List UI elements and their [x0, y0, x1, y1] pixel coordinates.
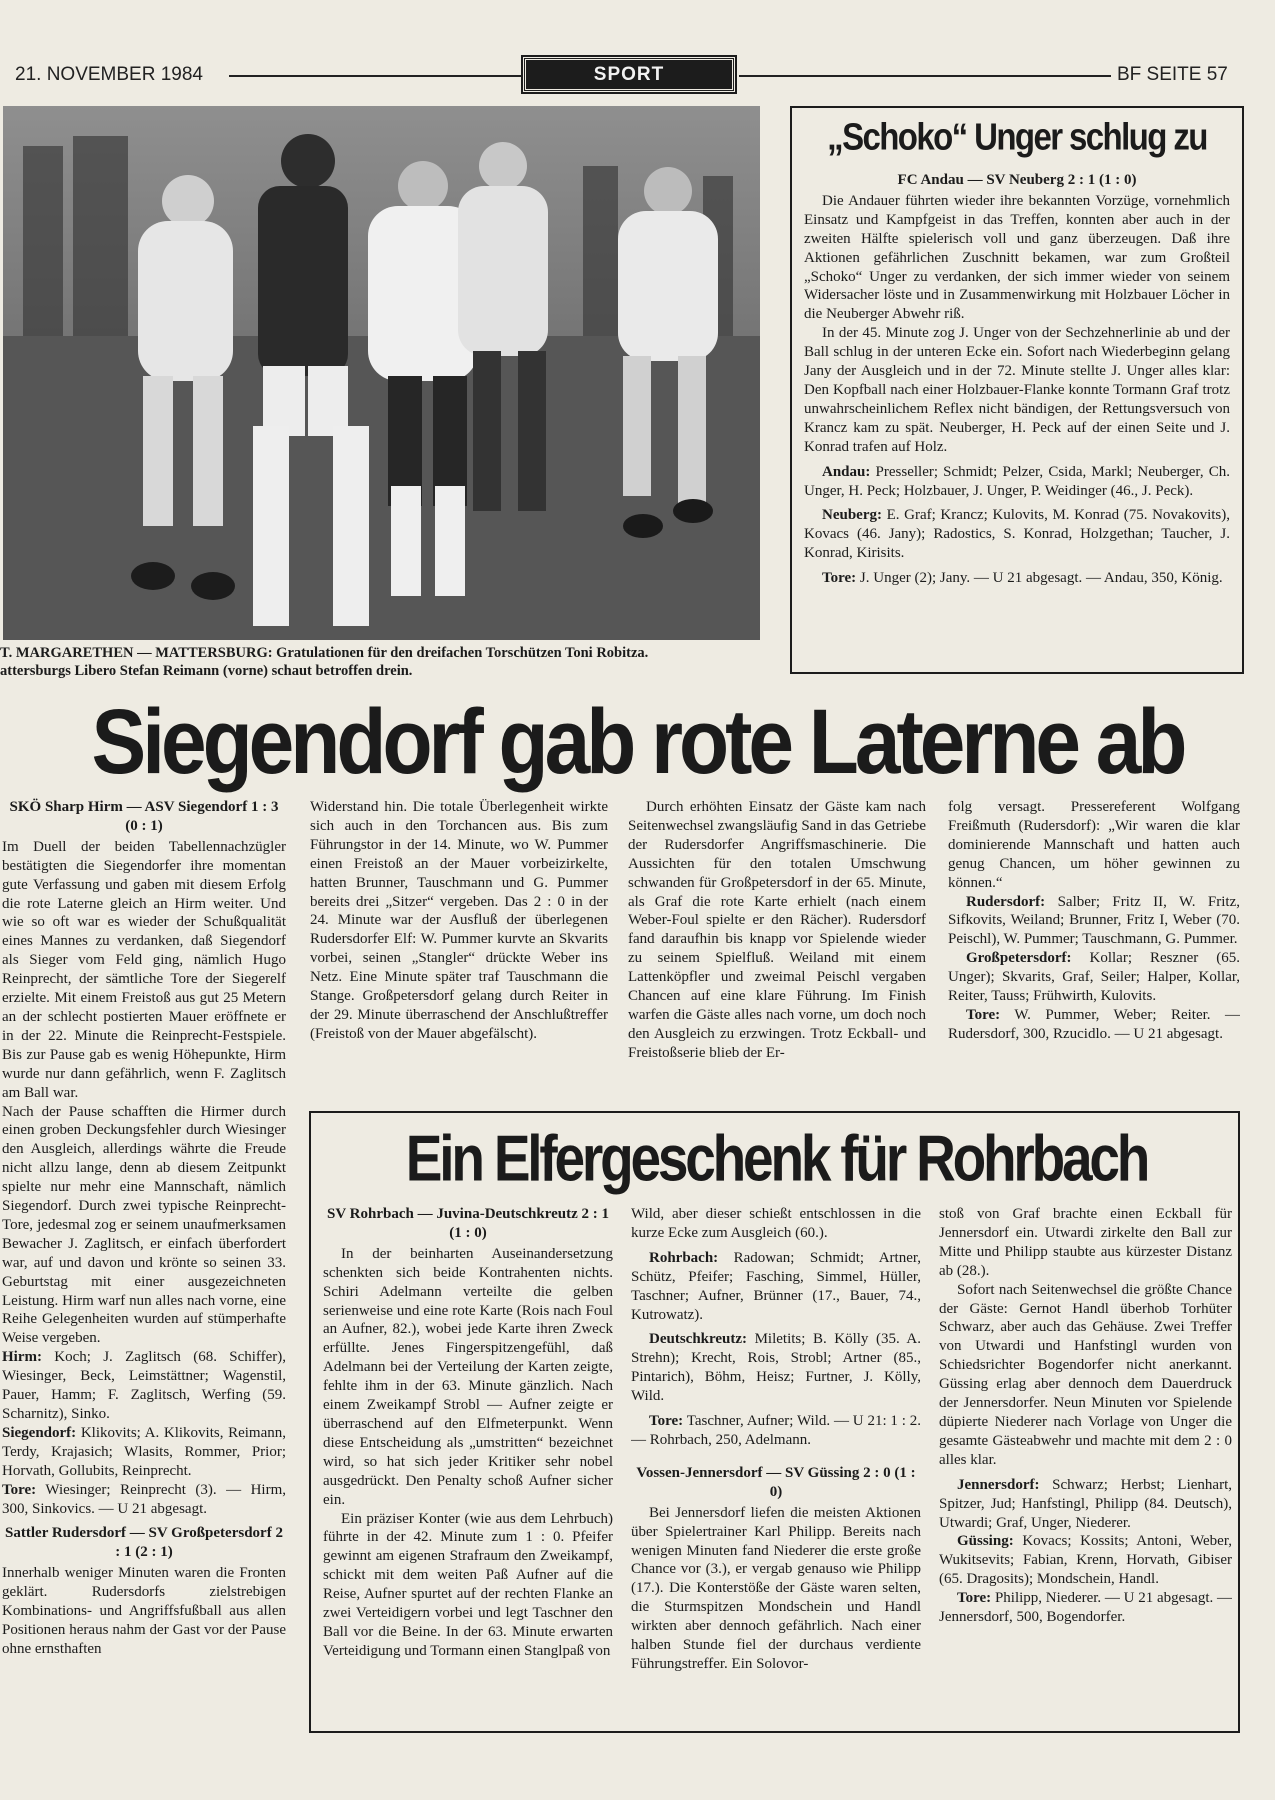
lineup: [804, 463, 1230, 501]
article-rohrbach: [309, 1111, 1240, 1733]
goals-text: Taschner, Aufner; Wild. — U 21: 1 : 2. — Rohrbach, 250, Adelmann.: [631, 1413, 921, 1448]
lineup-players: Kollar; Reszner (65. Unger); Skvarits, Graf, Seiler; Halper, Kollar, Reiter, Tauss; Frühwirth, Kulovits.: [948, 950, 1240, 1005]
goals: [804, 569, 1230, 588]
goals-text: Wiesinger; Reinprecht (3). — Hirm, 300, Sinkovics. — U 21 abgesagt.: [2, 1481, 286, 1517]
article-paragraph: Nach der Pause schafften die Hirmer durch einen groben Deckungsfehler durch Wiesinger den Ausgleich, allerdings währte die Freude nicht allzu lange, denn ab diesem Zeitpunkt spielte nur mehr eine Mannschaft, nämlich Siegendorf. Durch zwei typische Reinprecht-Tore, jedesmal zog er seinem unaufmerksamen Bewacher J. Zaglitsch, er einfach überfordert war, auf und davon und krönte so seinen 33. Geburtstag mit einer ausgezeichneten Leistung. Hirm warf nun alles nach vorne, eine Reihe Gelegenheiten wurden auf stümperhafte Weise vergeben.: [2, 1103, 286, 1347]
article-paragraph: Die Andauer führten wieder ihre bekannten Vorzüge, vornehmlich Einsatz und Kampfgeist in das Treffen, konnten aber auch in der zweiten Hälfte spielerisch voll und ganz überzeugen. Daß ihre Aktionen gefährlichen Zuschnitt bekamen, war zum Großteil „Schoko“ Unger zu verdanken, der sich immer wieder von seinem Widersacher löste und in Zusammenwirkung mit Holzbauer Löcher in die Neuberger Abwehr riß.: [804, 192, 1230, 323]
article-paragraph: Ein präziser Konter (wie aus dem Lehrbuch) führte in der 42. Minute zum 1 : 0. Pfeifer gewinnt am eigenen Strafraum den Zweikampf, schickt mit dem weiten Paß Aufner auf die Reise, Aufner spurtet auf der rechten Flanke an zwei Verteidigern vorbei und legt Taschner den Ball vor die Beine. In der 63. Minute erwarten Verteidigung und Tormann einen Stanglpaß von: [323, 1510, 613, 1659]
article-paragraph: In der 45. Minute zog J. Unger von der Sechzehnerlinie ab und der Ball schlug in der unteren Ecke ein. Sofort nach Wiederbeginn gelang Jany der Ausgleich und in der 72. Minute stellte J. Unger alles klar: Den Kopfball nach einer Holzbauer-Flanke konnte Tormann Graf trotz unwahrscheinlichem Reflex nicht bändigen, der Rettungsversuch von Krancz kam zu spät. Neuberger, H. Peck auf der einen Seite und J. Konrad trafen auf Holz.: [804, 325, 1230, 455]
lineup: [939, 1476, 1232, 1533]
lineup: [804, 506, 1230, 563]
lineup: [939, 1532, 1232, 1589]
article-andau-headline: „Schoko“ Unger schlug zu: [827, 115, 1207, 158]
lineup-players: Presseller; Schmidt; Pelzer, Csida, Markl; Neuberger, Ch. Unger, H. Peck; Holzbauer, J. Unger, P. Weidinger (46., J. Peck).: [804, 463, 1231, 499]
goals: [948, 1006, 1240, 1044]
article-andau: [790, 106, 1244, 674]
goals-label: Tore:: [2, 1481, 37, 1498]
goals-label: Tore:: [822, 570, 857, 587]
photo-caption-line-1: T. MARGARETHEN — MATTERSBURG: Gratulationen für den dreifachen Torschützen Toni Robitza.: [0, 645, 649, 661]
lineup-players: Koch; J. Zaglitsch (68. Schiffer), Wiesinger, Beck, Leimstättner; Wagenstil, Pauer, Hamm; F. Zaglitsch, Werfing (59. Scharnitz), Sinko.: [2, 1349, 286, 1422]
article-paragraph: Durch erhöhten Einsatz der Gäste kam nach Seitenwechsel zwangsläufig Sand in das Getriebe der Rudersdorfer Angriffsmaschinerie. Die Aussichten für den totalen Umschwung schwanden für Großpetersdorf in der 65. Minute, als Graf die rote Karte erhielt (nach einem Weber-Foul spielte er den Rächer). Rudersdorf fand daraufhin bis knapp vor Spielende wieder zu seinem Spielfluß. Weiland mit einem Lattenköpfler und zweimal Peischl vergaben Chancen auf eine klare Führung. Im Finish warfen die Gäste alles nach vorne, um doch noch den Ausgleich zu erzwingen. Trotz Eckball- und Freistoßserie blieb der Er-: [628, 799, 926, 1061]
match-result: Vossen-Jennersdorf — SV Güssing 2 : 0 (1 : 0): [636, 1464, 916, 1500]
goals-text: W. Pummer, Weber; Reiter. — Rudersdorf, 300, Rzucidlo. — U 21 abgesagt.: [948, 1006, 1240, 1042]
match-result: SV Rohrbach — Juvina-Deutschkreutz 2 : 1 (1 : 0): [327, 1206, 609, 1241]
article-column: [2, 798, 286, 1793]
lineup-players: Miletits; B. Kölly (35. A. Strehn); Krecht, Rois, Strobl; Artner (85., Pintarich), Böhm, Heisz; Furtner, J. Kölly, Wild.: [631, 1331, 921, 1405]
goals: [2, 1481, 286, 1519]
article-column: [631, 1205, 921, 1727]
article-rohrbach-headline: Ein Elfergeschenk für Rohrbach: [405, 1121, 1148, 1195]
lineup-team: Großpetersdorf:: [966, 950, 1072, 967]
article-paragraph: In der beinharten Auseinandersetzung schenkten sich beide Kontrahenten nichts. Schiri Adelmann verteilte die gelben serienweise und eine rote Karte (Rois nach Foul an Aufner, 82.), wobei jede Karte ihren Zweck erfüllte. Jenes Fingerspitzengefühl, daß Adelmann bei der Verteilung der Karten zeigte, fehlte ihm in der 63. Minute gänzlich. Nach einem Zweikampf Strobl — Aufner zeigte er überraschend auf den Elfmeterpunkt. Wenn diese Entscheidung als „umstritten“ bezeichnet wird, so hat sich jeder Kritiker sehr nobel ausgedrückt. Den Penalty schoß Aufner sicher ein.: [323, 1245, 613, 1508]
lineup-players: Salber; Fritz II, W. Fritz, Sifkovits, Weiland; Brunner, Fritz I, Weber (70. Peischl), W. Pummer; Tauschmann, G. Pummer.: [948, 893, 1240, 948]
lineup: [948, 893, 1240, 950]
lineup-team: Güssing:: [957, 1533, 1014, 1550]
article-column: [323, 1205, 613, 1727]
goals-text: Philipp, Niederer. — U 21 abgesagt. — Jennersdorf, 500, Bogendorfer.: [939, 1590, 1232, 1626]
match-result: Sattler Rudersdorf — SV Großpetersdorf 2 : 1 (2 : 1): [5, 1525, 283, 1561]
goals-label: Tore:: [966, 1006, 1001, 1023]
goals: [939, 1589, 1232, 1627]
article-column: [628, 798, 926, 1098]
lineup-team: Deutschkreutz:: [649, 1331, 748, 1348]
article-column: [939, 1205, 1232, 1727]
lineup: [631, 1249, 921, 1325]
article-paragraph: Sofort nach Seitenwechsel die größte Chance der Gäste: Gernot Handl überhob Torhüter Schwarz, aber auch das Gehäuse. Zwei Treffer von Utwardi und Hanfstingl wurden von Schiedsrichter Bogendorfer nicht anerkannt. Güssing erlag aber dennoch dem Dauerdruck der Jennersdorfer. Neun Minuten vor Spielende düpierte Niederer nach Vorlage von Unger die gesamte Gästeabwehr und machte mit dem 2 : 0 alles klar.: [939, 1281, 1232, 1468]
article-paragraph: Bei Jennersdorf liefen die meisten Aktionen über Spielertrainer Karl Philipp. Bereits nach wenigen Minuten fand Niederer die erste große Chance vor (3.), er vergab genauso wie Philipp (17.). Die Konterstöße der Gäste waren selten, die Sturmspitzen Mondschein und Handl wirkten aber dennoch gefährlich. Nach einer halben Stunde fiel der durchaus verdiente Führungstreffer. Ein Solovor-: [631, 1504, 921, 1672]
lineup-players: Klikovits; A. Klikovits, Reimann, Terdy, Krajasich; Wlasits, Rommer, Prior; Horvath, Gollubits, Reinprecht.: [2, 1424, 286, 1479]
match-photo: [3, 106, 760, 640]
lineup: [631, 1330, 921, 1406]
lineup: [2, 1424, 286, 1481]
lineup-players: Radowan; Schmidt; Artner, Schütz, Pfeifer; Fasching, Simmel, Hüller, Taschner; Aufner, Brünner (17., Bauer, 74., Kutrowatz).: [631, 1249, 921, 1323]
article-paragraph: Im Duell der beiden Tabellennachzügler bestätigten die Siegendorfer ihre momentan gute Verfassung und gaben mit diesem Erfolg die rote Laterne gleich an Hirm weiter. Und wie so oft war es wieder der Schußqualität eines Mannes zu verdanken, daß Siegendorf als Sieger vom Feld ging, nämlich Hugo Reinprecht, der sämtliche Tore der Siegerelf erzielte. Mit einem Freistoß aus gut 25 Metern an der schlecht postierten Mauer eröffnete er in der 22. Minute die Reinprecht-Festspiele. Bis zur Pause gab es wenig Höhepunkte, Hirm wurde nur dann gefährlich, wenn F. Zaglitsch am Ball war.: [2, 838, 286, 1101]
article-paragraph: Widerstand hin. Die totale Überlegenheit wirkte sich auch in den Torchancen aus. Bis zum Führungstor in der 14. Minute, wo W. Pummer einen Freistoß an der Mauer vorbeizirkelte, hatten Brunner, Tauschmann und G. Pummer bereits drei „Sitzer“ vergeben. Das 2 : 0 in der 24. Minute war der Ausfluß der überlegenen Rudersdorfer Elf: W. Pummer kurvte an Skvarits vorbei, seinen „Stangler“ drückte Weber ins Netz. Eine Minute später traf Tauschmann die Stange. Großpetersdorf gelang durch Reiter in der 29. Minute überraschend der Anschlußtreffer (Freistoß von der Mauer abgefälscht).: [310, 799, 608, 1042]
lineup-team: Neuberg:: [822, 507, 882, 524]
goals-text: J. Unger (2); Jany. — U 21 abgesagt. — Andau, 350, König.: [859, 570, 1223, 587]
header-rule-right: [739, 75, 1111, 77]
match-result: FC Andau — SV Neuberg 2 : 1 (1 : 0): [897, 172, 1137, 188]
lineup-players: Kovacs; Kossits; Antoni, Weber, Wukitsevits; Fabian, Krenn, Horvath, Gibiser (65. Dragosits); Mondschein, Handl.: [939, 1533, 1232, 1588]
lineup-players: Schwarz; Herbst; Lienhart, Spitzer, Jud; Hanfstingl, Philipp (84. Deutsch), Utwardi; Graf, Unger, Niederer.: [939, 1476, 1232, 1531]
goals: [631, 1412, 921, 1450]
lineup: [2, 1348, 286, 1424]
match-result: SKÖ Sharp Hirm — ASV Siegendorf 1 : 3 (0 : 1): [9, 799, 279, 834]
photo-caption: [0, 644, 770, 680]
football-players-celebrating-photo: [3, 106, 760, 640]
photo-caption-line-2: attersburgs Libero Stefan Reimann (vorne) schaut betroffen drein.: [0, 663, 413, 679]
section-label: SPORT: [523, 57, 735, 92]
lineup-team: Andau:: [822, 463, 871, 480]
lineup-players: E. Graf; Krancz; Kulovits, M. Konrad (75. Novakovits), Kovacs (46. Jany); Radostics, S. Konrad, Holzgethan; Taucher, J. Konrad, Kirisits.: [804, 507, 1230, 562]
lineup: [948, 949, 1240, 1006]
lineup-team: Siegendorf:: [2, 1424, 77, 1441]
article-paragraph: Innerhalb weniger Minuten waren die Fronten geklärt. Rudersdorfs zielstrebigen Kombinations- und Angriffsfußball aus allen Positionen heraus nahm der Gast vor der Pause ohne ernsthaften: [2, 1565, 286, 1657]
goals-label: Tore:: [649, 1413, 684, 1430]
article-paragraph: stoß von Graf brachte einen Eckball für Jennersdorf ein. Utwardi zirkelte den Ball zur Mitte und Philipp staubte aus kürzester Distanz ab (28.).: [939, 1206, 1232, 1279]
lineup-team: Rudersdorf:: [966, 893, 1046, 910]
article-column: [310, 798, 608, 1098]
article-column: [948, 798, 1240, 1098]
goals-label: Tore:: [957, 1590, 992, 1607]
lineup-team: Rohrbach:: [649, 1249, 719, 1266]
lineup-team: Jennersdorf:: [957, 1476, 1040, 1493]
lineup-team: Hirm:: [2, 1349, 42, 1366]
article-paragraph: Wild, aber dieser schießt entschlossen in die kurze Ecke zum Ausgleich (60.).: [631, 1206, 921, 1241]
page-number: BF SEITE 57: [1117, 64, 1228, 85]
article-paragraph: folg versagt. Pressereferent Wolfgang Freißmuth (Rudersdorf): „Wir waren die klar dominierende Mannschaft und hatten auch genug Chancen, um höher gewinnen zu können.“: [948, 799, 1240, 891]
article-siegendorf-headline: Siegendorf gab rote Laterne ab: [91, 692, 1184, 794]
header-rule-left: [229, 75, 521, 77]
issue-date: 21. NOVEMBER 1984: [15, 64, 203, 85]
